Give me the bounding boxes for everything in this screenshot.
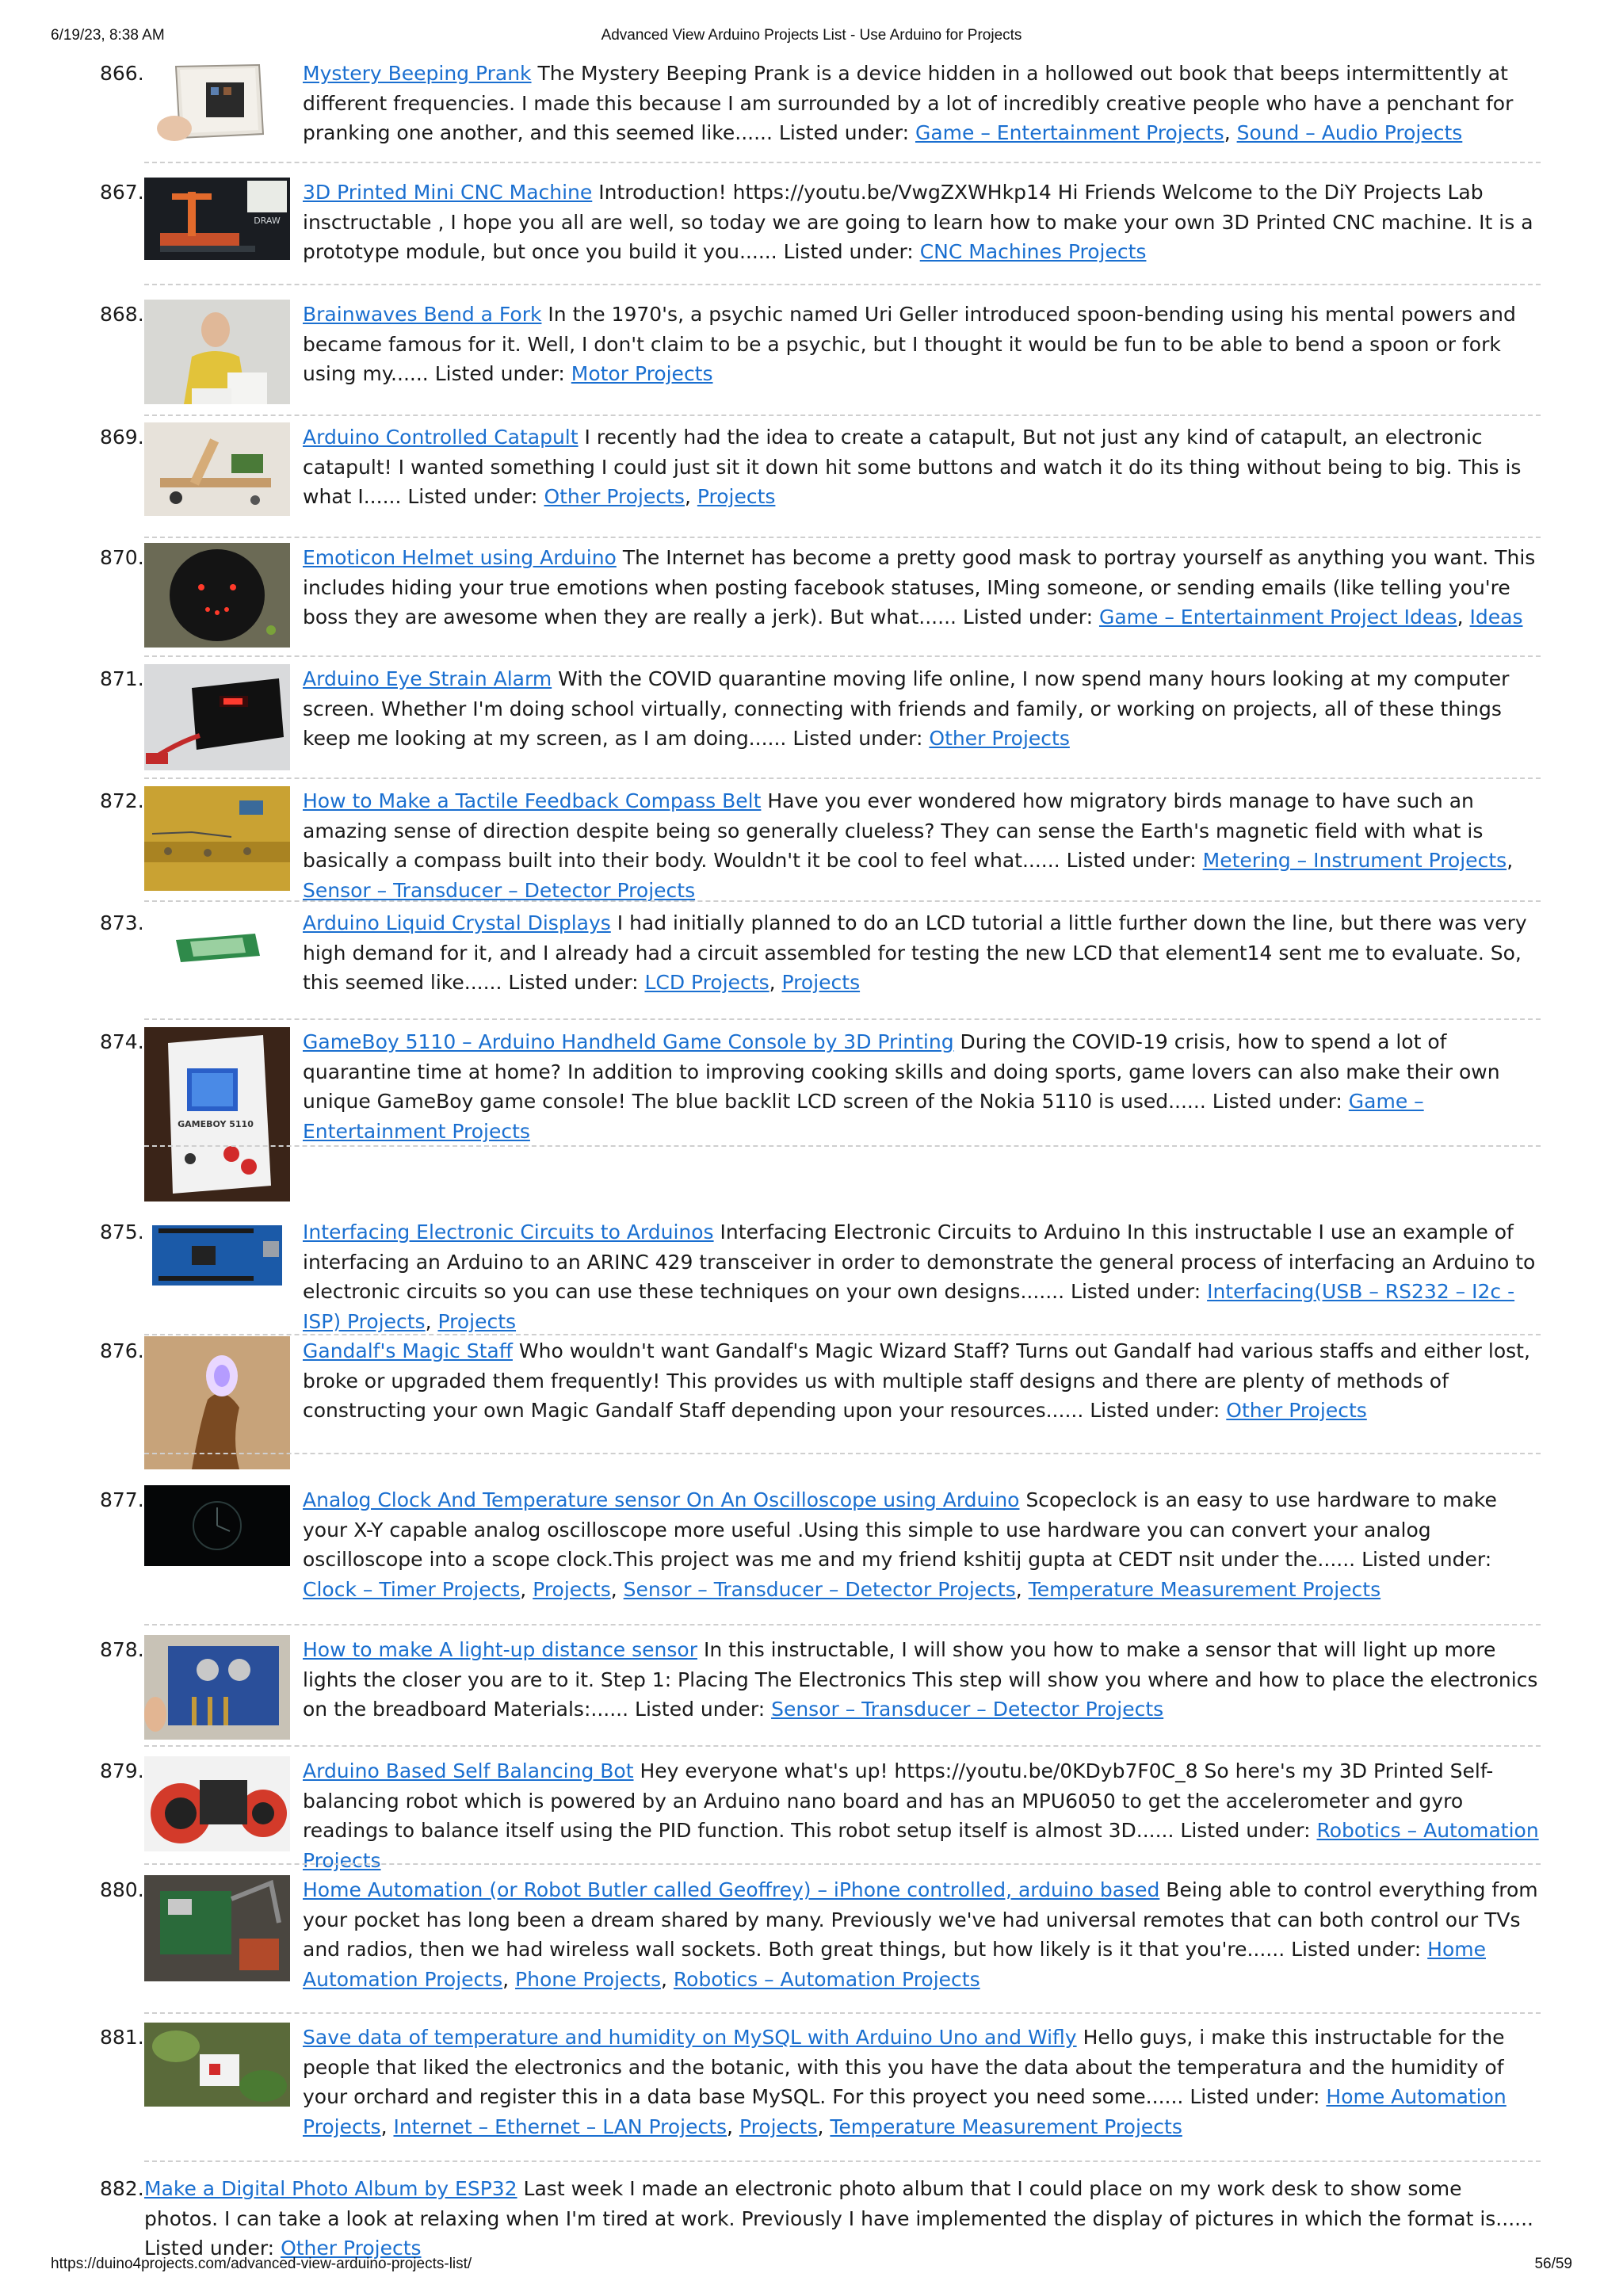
category-link[interactable]: Sensor – Transducer – Detector Projects bbox=[303, 878, 696, 902]
project-title-link[interactable]: Arduino Eye Strain Alarm bbox=[303, 667, 552, 690]
project-title-link[interactable]: Arduino Controlled Catapult bbox=[303, 426, 579, 449]
project-description: Hey everyone what's up! https://youtu.be/0KDyb7F0C_8 So here's my 3D Printed Self-balancing robot which is powered by an Arduino nano board and has an MPU6050 to get the accelerometer and gyro readings to balance itself using the PID function. This robot setup itself is almost 3D...... bbox=[303, 1759, 1494, 1842]
category-link[interactable]: Sensor – Transducer – Detector Projects bbox=[771, 1698, 1164, 1721]
item-number: 868. bbox=[100, 303, 144, 326]
category-link[interactable]: Projects bbox=[739, 2115, 818, 2138]
project-title-link[interactable]: Save data of temperature and humidity on MySQL with Arduino Uno and Wifly bbox=[303, 2026, 1077, 2049]
item-text bbox=[303, 1635, 1539, 1725]
item-text: Emoticon Helmet using Arduino The Internet has become a pretty good mask to portray yourself as anything you want. This includes hiding your true emotions when posting facebook statuses, IMing someone, or sending emails (like telling you're boss they are awesome when they are really a jerk). But what...... Listed under: Game – Entertainment Project Ideas, Ideas bbox=[303, 546, 1536, 628]
category-link[interactable]: Other Projects bbox=[929, 727, 1070, 750]
category-link[interactable]: Clock – Timer Projects bbox=[303, 1577, 521, 1601]
project-title-link[interactable]: How to make A light-up distance sensor bbox=[303, 1638, 697, 1661]
item-divider bbox=[144, 900, 1541, 902]
item-number: 875. bbox=[100, 1221, 144, 1244]
project-title-link[interactable]: GameBoy 5110 – Arduino Handheld Game Console by 3D Printing bbox=[303, 1030, 954, 1053]
category-link[interactable]: Projects bbox=[437, 1309, 517, 1333]
listed-under-label: Listed under: bbox=[508, 971, 639, 994]
project-description: Last week I made an electronic photo album that I could place on my work desk to show some photos. I can take a look at relaxing when I'm tired at work. Previously I have implemented the display of pictures in which the format is...... bbox=[144, 2177, 1533, 2230]
item-text bbox=[303, 1027, 1539, 1146]
thumbnail-image[interactable] bbox=[144, 664, 290, 770]
item-divider bbox=[144, 655, 1541, 657]
project-title-link[interactable]: Home Automation (or Robot Butler called Geoffrey) – iPhone controlled, arduino based bbox=[303, 1878, 1160, 1901]
item-number: 877. bbox=[100, 1488, 144, 1511]
category-link[interactable]: Interfacing(USB – RS232 – I2c -ISP) Projects bbox=[303, 1280, 1515, 1333]
item-text: How to Make a Tactile Feedback Compass Belt Have you ever wondered how migratory birds manage to have such an amazing sense of direction despite being so generally clueless? They can sense the Earth's magnetic field with what is basically a compass built into their body. Wouldn't it be cool to feel what...... Listed under: Metering – Instrument Projects, Sensor – Transducer – Detector Projects bbox=[303, 789, 1514, 902]
thumbnail-image[interactable] bbox=[144, 786, 290, 891]
project-title-link[interactable]: Arduino Based Self Balancing Bot bbox=[303, 1759, 634, 1782]
category-link[interactable]: Temperature Measurement Projects bbox=[1028, 1577, 1381, 1601]
project-description: Interfacing Electronic Circuits to Arduino In this instructable I use an example of interfacing an Arduino to an ARINC 429 transceiver in order to demonstrate the general process of interfacing an Arduino to electronic circuits so you can use these techniques on your own designs....... bbox=[303, 1221, 1536, 1303]
item-text: Save data of temperature and humidity on MySQL with Arduino Uno and Wifly Hello guys, i make this instructable for the people that liked the electronics and the botanic, with this you have the data about the temperatura and the humidity of your orchard and register this in a data base MySQL. For this proyect you need some...... Listed under: Home Automation Projects, Internet – Ethernet – LAN Projects, Projects, Temperature Measurement Projects bbox=[303, 2026, 1507, 2138]
category-link[interactable]: CNC Machines Projects bbox=[919, 240, 1147, 263]
project-description: Being able to control everything from your pocket has long been a dream shared by many. Previously we've had universal remotes that can both control our TVs and radios, then we had wireless wall sockets. Both great things, but how likely is it that you're...... bbox=[303, 1878, 1538, 1961]
thumbnail-image[interactable] bbox=[144, 1875, 290, 1981]
item-text bbox=[144, 2174, 1541, 2264]
thumbnail-image[interactable] bbox=[144, 1635, 290, 1740]
item-text: Analog Clock And Temperature sensor On An Oscilloscope using Arduino Scopeclock is an easy to use hardware to make your X-Y capable analog oscilloscope more useful .Using this simple to use hardware you can convert your analog oscilloscope into a scope clock.This project was me and my friend kshitij gupta at CEDT nsit under the...... Listed under: Clock – Timer Projects, Projects, Sensor – Transducer – Detector Projects, Temperature Measurement Projects bbox=[303, 1488, 1497, 1601]
project-title-link[interactable]: Make a Digital Photo Album by ESP32 bbox=[144, 2177, 517, 2200]
thumbnail-caption: GAMEBOY 5110 bbox=[178, 1119, 254, 1129]
project-title-link[interactable]: Arduino Liquid Crystal Displays bbox=[303, 911, 611, 934]
item-divider bbox=[144, 1018, 1541, 1020]
project-description: Scopeclock is an easy to use hardware to make your X-Y capable analog oscilloscope more useful .Using this simple to use hardware you can convert your analog oscilloscope into a scope clock.This project was me and my friend kshitij gupta at CEDT nsit under the...... bbox=[303, 1488, 1497, 1571]
project-description: Introduction! https://youtu.be/VwgZXWHkp14 Hi Friends Welcome to the DiY Projects Lab insctructable , I hope you all are well, so today we are going to learn how to make your own 3D Printed CNC machine. It is a prototype module, but once you build it you...... bbox=[303, 181, 1533, 263]
listed-under-label: Listed under: bbox=[635, 1698, 766, 1721]
project-title-link[interactable]: Interfacing Electronic Circuits to Arduinos bbox=[303, 1221, 714, 1244]
print-url: https://duino4projects.com/advanced-view-arduino-projects-list/ bbox=[51, 2256, 472, 2272]
project-title-link[interactable]: 3D Printed Mini CNC Machine bbox=[303, 181, 593, 204]
item-number: 881. bbox=[100, 2026, 144, 2049]
category-link[interactable]: Other Projects bbox=[281, 2237, 422, 2260]
item-divider bbox=[144, 1745, 1541, 1747]
project-title-link[interactable]: Mystery Beeping Prank bbox=[303, 62, 532, 85]
item-text: Interfacing Electronic Circuits to Arduinos Interfacing Electronic Circuits to Arduino In this instructable I use an example of interfacing an Arduino to an ARINC 429 transceiver in order to demonstrate the general process of interfacing an Arduino to electronic circuits so you can use these techniques on your own designs....... Listed under: Interfacing(USB – RS232 – I2c -ISP) Projects, Projects bbox=[303, 1221, 1536, 1333]
thumbnail-image[interactable] bbox=[144, 908, 290, 981]
category-link[interactable]: Home Automation Projects bbox=[303, 2085, 1507, 2138]
listed-under-label: Listed under: bbox=[1212, 1090, 1342, 1113]
project-description: With the COVID quarantine moving life online, I now spend many hours looking at my computer screen. Whether I'm doing school virtually, connecting with friends and family, or working on projects, all of these things keep me looking at my screen, as I am doing...... bbox=[303, 667, 1510, 750]
item-number: 879. bbox=[100, 1759, 144, 1782]
item-text bbox=[303, 300, 1539, 389]
item-divider bbox=[144, 162, 1541, 163]
listed-under-label: Listed under: bbox=[778, 121, 910, 144]
item-text: Arduino Liquid Crystal Displays I had initially planned to do an LCD tutorial a little further down the line, but there was very high demand for it, and I already had a circuit assembled for testing the new LCD that element14 sent me to evaluate. So, this seemed like...... Listed under: LCD Projects, Projects bbox=[303, 911, 1527, 994]
thumbnail-caption: DRAW bbox=[254, 216, 281, 226]
thumbnail-image[interactable] bbox=[144, 59, 290, 151]
item-divider bbox=[144, 415, 1541, 416]
item-number: 873. bbox=[100, 911, 144, 934]
category-link[interactable]: Game – Entertainment Projects bbox=[915, 121, 1224, 144]
item-divider bbox=[144, 1453, 1541, 1454]
project-title-link[interactable]: Emoticon Helmet using Arduino bbox=[303, 546, 617, 569]
listed-under-label: Listed under: bbox=[1361, 1548, 1492, 1571]
item-divider bbox=[144, 1624, 1541, 1626]
thumbnail-image[interactable] bbox=[144, 543, 290, 648]
project-description: The Mystery Beeping Prank is a device hidden in a hollowed out book that beeps intermittently at different frequencies. I made this because I am surrounded by a lot of incredibly creative people who have a penchant for pranking one another, and this seemed like...... bbox=[303, 62, 1514, 144]
item-number: 878. bbox=[100, 1638, 144, 1661]
project-title-link[interactable]: How to Make a Tactile Feedback Compass Belt bbox=[303, 789, 762, 812]
item-divider bbox=[144, 1334, 1541, 1335]
category-link[interactable]: Game – Entertainment Projects bbox=[303, 1090, 1424, 1143]
listed-under-label: Listed under: bbox=[1066, 849, 1197, 872]
project-description: I recently had the idea to create a catapult, But not just any kind of catapult, an electronic catapult! I wanted something I could just sit it down hit some buttons and watch it do its thing without being to big. This is what I...... bbox=[303, 426, 1522, 508]
item-divider bbox=[144, 2160, 1541, 2162]
item-text: Mystery Beeping Prank The Mystery Beeping Prank is a device hidden in a hollowed out book that beeps intermittently at different frequencies. I made this because I am surrounded by a lot of incredibly creative people who have a penchant for pranking one another, and this seemed like...... Listed under: Game – Entertainment Projects, Sound – Audio Projects bbox=[303, 62, 1514, 144]
thumbnail-image[interactable] bbox=[144, 422, 290, 516]
item-divider bbox=[144, 777, 1541, 779]
project-description: I had initially planned to do an LCD tutorial a little further down the line, but there was very high demand for it, and I already had a circuit assembled for testing the new LCD that element14 sent me to evaluate. So, this seemed like...... bbox=[303, 911, 1527, 994]
project-title-link[interactable]: Analog Clock And Temperature sensor On An Oscilloscope using Arduino bbox=[303, 1488, 1020, 1511]
category-link[interactable]: Motor Projects bbox=[571, 362, 713, 385]
thumbnail-image[interactable] bbox=[144, 1336, 290, 1469]
thumbnail-image[interactable] bbox=[144, 1217, 290, 1293]
listed-under-label: Listed under: bbox=[434, 362, 565, 385]
item-divider bbox=[144, 537, 1541, 538]
category-link[interactable]: Projects bbox=[533, 1577, 611, 1601]
project-description: During the COVID-19 crisis, how to spend a lot of quarantine time at home? In addition to improving cooking skills and doing sports, game lovers can also make their own unique GameBoy game console! The blue backlit LCD screen of the Nokia 5110 is used...... bbox=[303, 1030, 1500, 1113]
listed-under-label: Listed under: bbox=[792, 727, 923, 750]
project-description: In this instructable, I will show you how to make a sensor that will light up more lights the closer you are to it. Step 1: Placing The Electronics This step will show you where and how to place the electronics on the breadboard Materials:...... bbox=[303, 1638, 1538, 1721]
item-number: 866. bbox=[100, 62, 144, 85]
category-link[interactable]: Home Automation Projects bbox=[303, 1938, 1486, 1991]
listed-under-label: Listed under: bbox=[144, 2237, 275, 2260]
project-description: Have you ever wondered how migratory birds manage to have such an amazing sense of direction despite being so generally clueless? They can sense the Earth's magnetic field with what is basically a compass built into their body. Wouldn't it be cool to feel what...... bbox=[303, 789, 1484, 872]
item-number: 870. bbox=[100, 546, 144, 569]
listed-under-label: Listed under: bbox=[1071, 1280, 1201, 1303]
listed-under-label: Listed under: bbox=[783, 240, 914, 263]
thumbnail-image[interactable] bbox=[144, 1756, 290, 1851]
project-description: The Internet has become a pretty good mask to portray yourself as anything you want. This includes hiding your true emotions when posting facebook statuses, IMing someone, or sending emails (like telling you're boss they are awesome when they are really a jerk). But what...... bbox=[303, 546, 1536, 628]
thumbnail-image[interactable] bbox=[144, 2023, 290, 2107]
item-number: 872. bbox=[100, 789, 144, 812]
project-description: Who wouldn't want Gandalf's Magic Wizard Staff? Turns out Gandalf had various staffs and either lost, broke or upgraded them frequently! This provides us with multiple staff designs and there are plenty of methods of constructing your own Magic Gandalf Staff depending upon your resources...... bbox=[303, 1339, 1530, 1422]
print-datetime: 6/19/23, 8:38 AM bbox=[51, 27, 165, 44]
item-divider bbox=[144, 2012, 1541, 2014]
category-link[interactable]: Metering – Instrument Projects bbox=[1202, 849, 1507, 872]
listed-under-label: Listed under: bbox=[962, 606, 1094, 628]
category-link[interactable]: Projects bbox=[781, 971, 861, 994]
item-text: Arduino Controlled Catapult I recently had the idea to create a catapult, But not just any kind of catapult, an electronic catapult! I wanted something I could just sit it down hit some buttons and watch it do its thing without being to big. This is what I...... Listed under: Other Projects, Projects bbox=[303, 426, 1522, 508]
project-title-link[interactable]: Brainwaves Bend a Fork bbox=[303, 303, 542, 326]
category-link[interactable]: Other Projects bbox=[544, 485, 685, 508]
category-link[interactable]: Robotics – Automation Projects bbox=[673, 1967, 980, 1991]
listed-under-label: Listed under: bbox=[1291, 1938, 1422, 1961]
category-link[interactable]: Robotics – Automation Projects bbox=[303, 1819, 1539, 1872]
project-description: Hello guys, i make this instructable for the people that liked the electronics and the botanic, with this you have the data about the temperatura and the humidity of your orchard and register this in a data base MySQL. For this proyect you need some...... bbox=[303, 2026, 1505, 2108]
category-link[interactable]: Internet – Ethernet – LAN Projects bbox=[393, 2115, 727, 2138]
item-text bbox=[303, 178, 1539, 267]
project-title-link[interactable]: Gandalf's Magic Staff bbox=[303, 1339, 513, 1362]
item-divider bbox=[144, 1863, 1541, 1865]
item-divider bbox=[144, 1145, 1541, 1147]
project-description: In the 1970's, a psychic named Uri Geller introduced spoon-bending using his mental powers and became famous for it. Well, I don't claim to be a psychic, but I thought it would be fun to be able to bend a spoon or fork using my...... bbox=[303, 303, 1516, 385]
category-link[interactable]: Projects bbox=[697, 485, 776, 508]
item-number: 867. bbox=[100, 181, 144, 204]
item-text bbox=[303, 1336, 1539, 1426]
item-number: 880. bbox=[100, 1878, 144, 1901]
category-link[interactable]: Sound – Audio Projects bbox=[1236, 121, 1463, 144]
category-link[interactable]: Game – Entertainment Project Ideas bbox=[1098, 606, 1457, 628]
thumbnail-image[interactable] bbox=[144, 1027, 290, 1201]
thumbnail-image[interactable] bbox=[144, 1485, 290, 1566]
item-text bbox=[303, 664, 1539, 754]
category-link[interactable]: Other Projects bbox=[1226, 1399, 1367, 1422]
category-link[interactable]: Phone Projects bbox=[515, 1967, 661, 1991]
listed-under-label: Listed under: bbox=[1180, 1819, 1311, 1842]
category-link[interactable]: Ideas bbox=[1469, 606, 1523, 628]
listed-under-label: Listed under: bbox=[1090, 1399, 1220, 1422]
print-page-number: 56/59 bbox=[1534, 2256, 1572, 2272]
item-divider bbox=[144, 284, 1541, 285]
item-number: 869. bbox=[100, 426, 144, 449]
listed-under-label: Listed under: bbox=[1190, 2085, 1320, 2108]
item-number: 882. bbox=[100, 2177, 144, 2200]
item-number: 871. bbox=[100, 667, 144, 690]
category-link[interactable]: Temperature Measurement Projects bbox=[830, 2115, 1182, 2138]
category-link[interactable]: Sensor – Transducer – Detector Projects bbox=[623, 1577, 1016, 1601]
category-link[interactable]: LCD Projects bbox=[644, 971, 769, 994]
thumbnail-image[interactable] bbox=[144, 178, 290, 260]
item-number: 874. bbox=[100, 1030, 144, 1053]
item-text bbox=[303, 1756, 1539, 1875]
listed-under-label: Listed under: bbox=[407, 485, 538, 508]
item-text: Home Automation (or Robot Butler called Geoffrey) – iPhone controlled, arduino based Being able to control everything from your pocket has long been a dream shared by many. Previously we've had universal remotes that can both control our TVs and radios, then we had wireless wall sockets. Both great things, but how likely is it that you're...... Listed under: Home Automation Projects, Phone Projects, Robotics – Automation Projects bbox=[303, 1878, 1538, 1991]
print-page-title: Advanced View Arduino Projects List - Use Arduino for Projects bbox=[601, 27, 1022, 44]
thumbnail-image[interactable] bbox=[144, 300, 290, 404]
item-number: 876. bbox=[100, 1339, 144, 1362]
